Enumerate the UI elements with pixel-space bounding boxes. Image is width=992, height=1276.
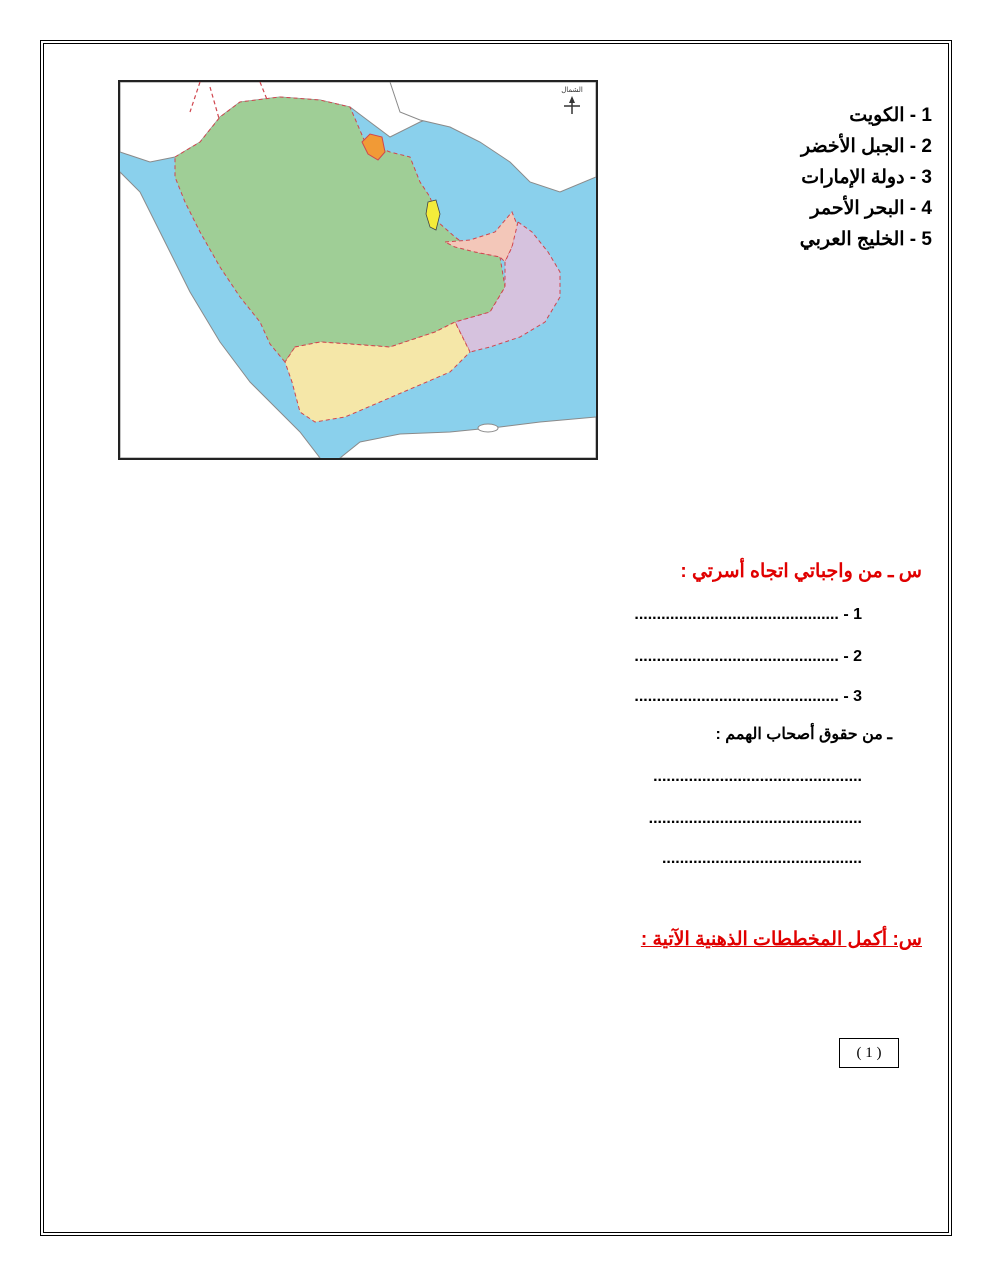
page-number: ( 1 ) xyxy=(839,1038,899,1068)
answer-line-1[interactable]: 1 - .............................................. xyxy=(634,606,862,623)
rights-line-3[interactable]: ............................................. xyxy=(661,850,862,867)
legend-item: 1 - الكويت xyxy=(849,105,932,126)
iran-coast xyxy=(390,82,596,192)
map-legend xyxy=(800,100,932,255)
north-label: الشمال xyxy=(561,86,583,94)
rights-line-1[interactable]: ............................................... xyxy=(653,768,862,785)
question-mind-maps: س: أكمل المخططات الذهنية الآتية : xyxy=(640,929,922,950)
socotra-island xyxy=(478,424,498,432)
answer-line-2[interactable]: 2 - .............................................. xyxy=(634,648,862,665)
rights-line-2[interactable]: ................................................ xyxy=(648,810,862,827)
horn-of-africa xyxy=(340,417,596,458)
question-family-duties: س ـ من واجباتي اتجاه أسرتي : xyxy=(680,561,922,582)
legend-item: 2 - الجبل الأخضر xyxy=(800,136,932,157)
legend-item: 3 - دولة الإمارات xyxy=(801,167,932,188)
legend-item: 4 - البحر الأحمر xyxy=(810,198,932,219)
rights-subheading: ـ من حقوق أصحاب الهمم : xyxy=(715,726,892,743)
arabian-peninsula-map xyxy=(118,80,598,460)
map-drawing xyxy=(120,82,596,458)
legend-item: 5 - الخليج العربي xyxy=(799,229,932,250)
answer-line-3[interactable]: 3 - .............................................. xyxy=(634,688,862,705)
